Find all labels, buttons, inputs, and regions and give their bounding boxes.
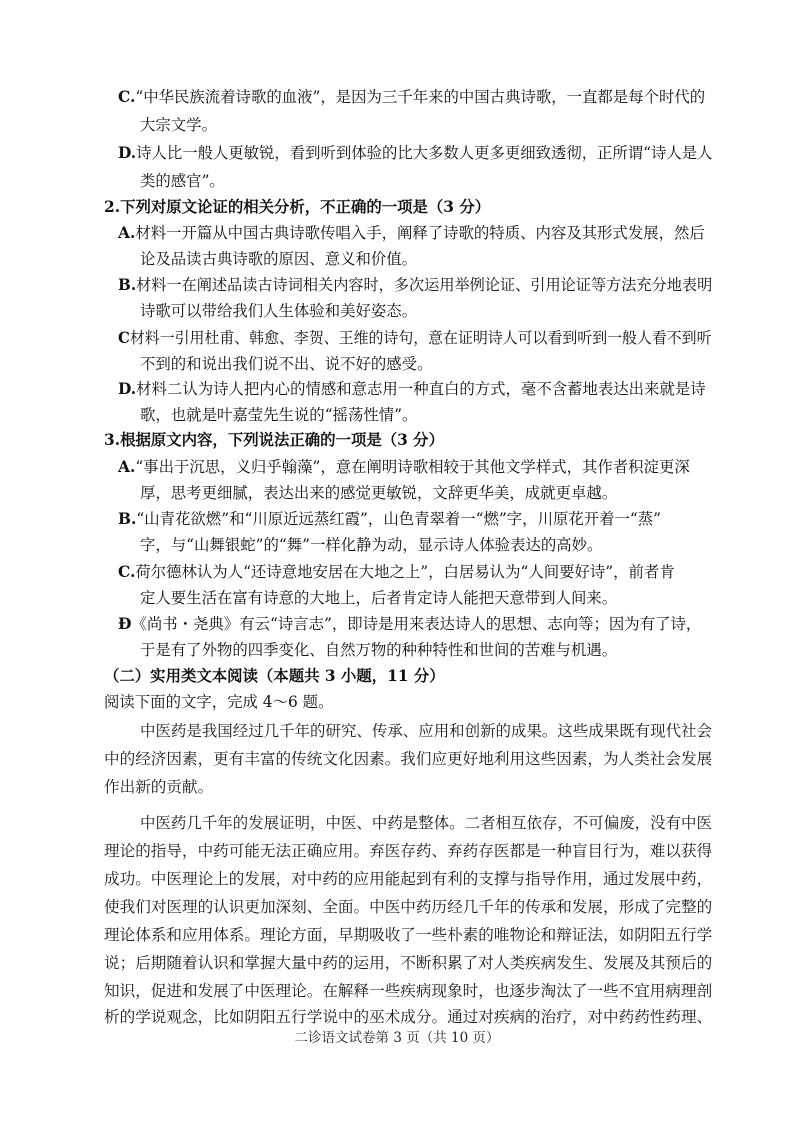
section-heading	[104, 662, 445, 690]
text-line	[140, 111, 217, 139]
line-text: 阅读下面的文字，完成 4～6 题。	[104, 693, 334, 711]
line-text: 不到的和说出我们说不出、说不好的感受。	[140, 355, 433, 373]
line-text: 材料一引用杜甫、韩愈、李贺、王维的诗句，意在证明诗人可以看到听到一般人看不到听	[129, 329, 712, 347]
line-text: 歌，也就是叶嘉莹先生说的“摇荡性情”。	[140, 406, 418, 424]
passage-line: 中的经济因素，更有丰富的传统文化因素。我们应更好地利用这些因素，为人类社会发展	[104, 750, 713, 768]
answer-option	[118, 219, 705, 247]
line-text: 论及品读古典诗歌的原因、意义和价值。	[140, 250, 418, 268]
option-label: B.	[118, 276, 137, 294]
line-text: 类的感官”。	[140, 172, 225, 190]
option-label: Ð	[118, 615, 132, 633]
passage-line: 使我们对医理的认识更加深刻、全面。中医中药历经几千年的传承和发展，形成了完整的	[104, 898, 713, 916]
option-label: A.	[118, 224, 136, 242]
line-text: “山青花欲燃”和“川原近远蒸红霞”，山色青翠着一“燃”字，川原花开着一“蒸”	[136, 510, 662, 528]
line-text: 《尚书・尧典》有云“诗言志”，即诗是用来表达诗人的思想、志向等；因为有了诗，	[131, 615, 702, 633]
text-line	[140, 350, 432, 378]
option-label: A.	[118, 458, 136, 476]
line-text: 诗歌可以带给我们人生体验和美好姿态。	[140, 302, 418, 320]
answer-option	[118, 610, 701, 638]
passage-line: 中医药是我国经过几千年的研究、传承、应用和创新的成果。这些成果既有现代社会	[140, 722, 712, 740]
passage-line: 说；后期随着认识和掌握大量中药的运用，不断积累了对人类疾病发生、发展及其预后的	[104, 954, 713, 972]
answer-option	[118, 453, 690, 481]
line-text: 根据原文内容，下列说法正确的一项是（3 分）	[120, 431, 444, 449]
line-text: 材料二认为诗人把内心的情感和意志用一种直白的方式，毫不含蓄地表达出来就是诗	[136, 380, 706, 398]
line-text: 定人要生活在富有诗意的大地上，后者肯定诗人能把天意带到人间来。	[140, 589, 618, 607]
answer-option	[118, 139, 712, 167]
line-text: 材料一开篇从中国古典诗歌传唱入手，阐释了诗歌的特质、内容及其形式发展，然后	[135, 224, 705, 242]
answer-option	[118, 375, 706, 403]
text-line	[140, 297, 417, 325]
line-text: “中华民族流着诗歌的血液”，是因为三千年来的中国古典诗歌，一直都是每个时代的	[135, 88, 706, 106]
option-label: D.	[118, 144, 137, 162]
line-text: 荷尔德林认为人“还诗意地安居在大地之上”，白居易认为“人间要好诗”，前者肯	[135, 563, 675, 581]
page-footer: 二诊语文试卷第 3 页（共 10 页）	[294, 1030, 500, 1046]
line-text: （二）实用类文本阅读（本题共 3 小题，11 分）	[104, 667, 445, 685]
line-text: “事出于沉思，义归乎翰藻”，意在阐明诗歌相较于其他文学样式，其作者积淀更深	[135, 458, 690, 476]
line-text: 厚，思考更细腻，表达出来的感觉更敏锐，文辞更华美，成就更卓越。	[140, 484, 618, 502]
line-text: 诗人比一般人更敏锐，看到听到体验的比大多数人更多更细致透彻，正所谓“诗人是人	[136, 144, 713, 162]
passage-line: 作出新的贡献。	[104, 778, 214, 796]
option-label: 2.	[104, 198, 121, 216]
text-line	[140, 531, 602, 559]
option-label: C.	[118, 563, 136, 581]
option-label: C.	[118, 88, 136, 106]
answer-option	[118, 558, 675, 586]
answer-option	[118, 83, 705, 111]
answer-option	[118, 324, 712, 352]
line-text: 大宗文学。	[140, 116, 217, 134]
option-label: B.	[118, 510, 137, 528]
option-label: C	[118, 329, 130, 347]
text-line	[140, 401, 417, 429]
line-text: 于是有了外物的四季变化、自然万物的种种特性和世间的苦难与机遇。	[140, 641, 618, 659]
line-text: 下列对原文论证的相关分析，不正确的一项是（3 分）	[120, 198, 491, 216]
question-stem	[104, 193, 490, 221]
text-line	[140, 245, 417, 273]
passage-line: 成功。中医理论上的发展，对中药的应用能起到有利的支撑与指导作用，通过发展中药，	[104, 870, 713, 888]
passage-line: 理论的指导，中药可能无法正确应用。弃医存药、弃药存医都是一种盲目行为，难以获得	[104, 842, 713, 860]
text-line	[104, 688, 333, 716]
text-line	[140, 636, 617, 664]
line-text: 材料一在阐述品读古诗词相关内容时，多次运用举例论证、引用论证等方法充分地表明	[136, 276, 713, 294]
text-line	[140, 167, 225, 195]
passage-line: 析的学说观念，比如阴阳五行学说中的巫术成分。通过对疾病的治疗，对中药药性药理、	[104, 1008, 713, 1026]
text-line	[140, 584, 617, 612]
option-label: 3.	[104, 431, 121, 449]
passage-line: 知识，促进和发展了中医理论。在解释一些疾病现象时，也逐步淘汰了一些不宜用病理剖	[104, 982, 713, 1000]
line-text: 字，与“山舞银蛇”的“舞”一样化静为动，显示诗人体验表达的高妙。	[140, 536, 603, 554]
text-line	[140, 479, 617, 507]
answer-option	[118, 271, 712, 299]
option-label: D.	[118, 380, 137, 398]
passage-line: 理论体系和应用体系。理论方面，早期吸收了一些朴素的唯物论和辩证法，如阴阳五行学	[104, 926, 713, 944]
answer-option	[118, 505, 661, 533]
question-stem	[104, 426, 444, 454]
passage-line: 中医药几千年的发展证明，中医、中药是整体。二者相互依存，不可偏废，没有中医	[140, 814, 712, 832]
